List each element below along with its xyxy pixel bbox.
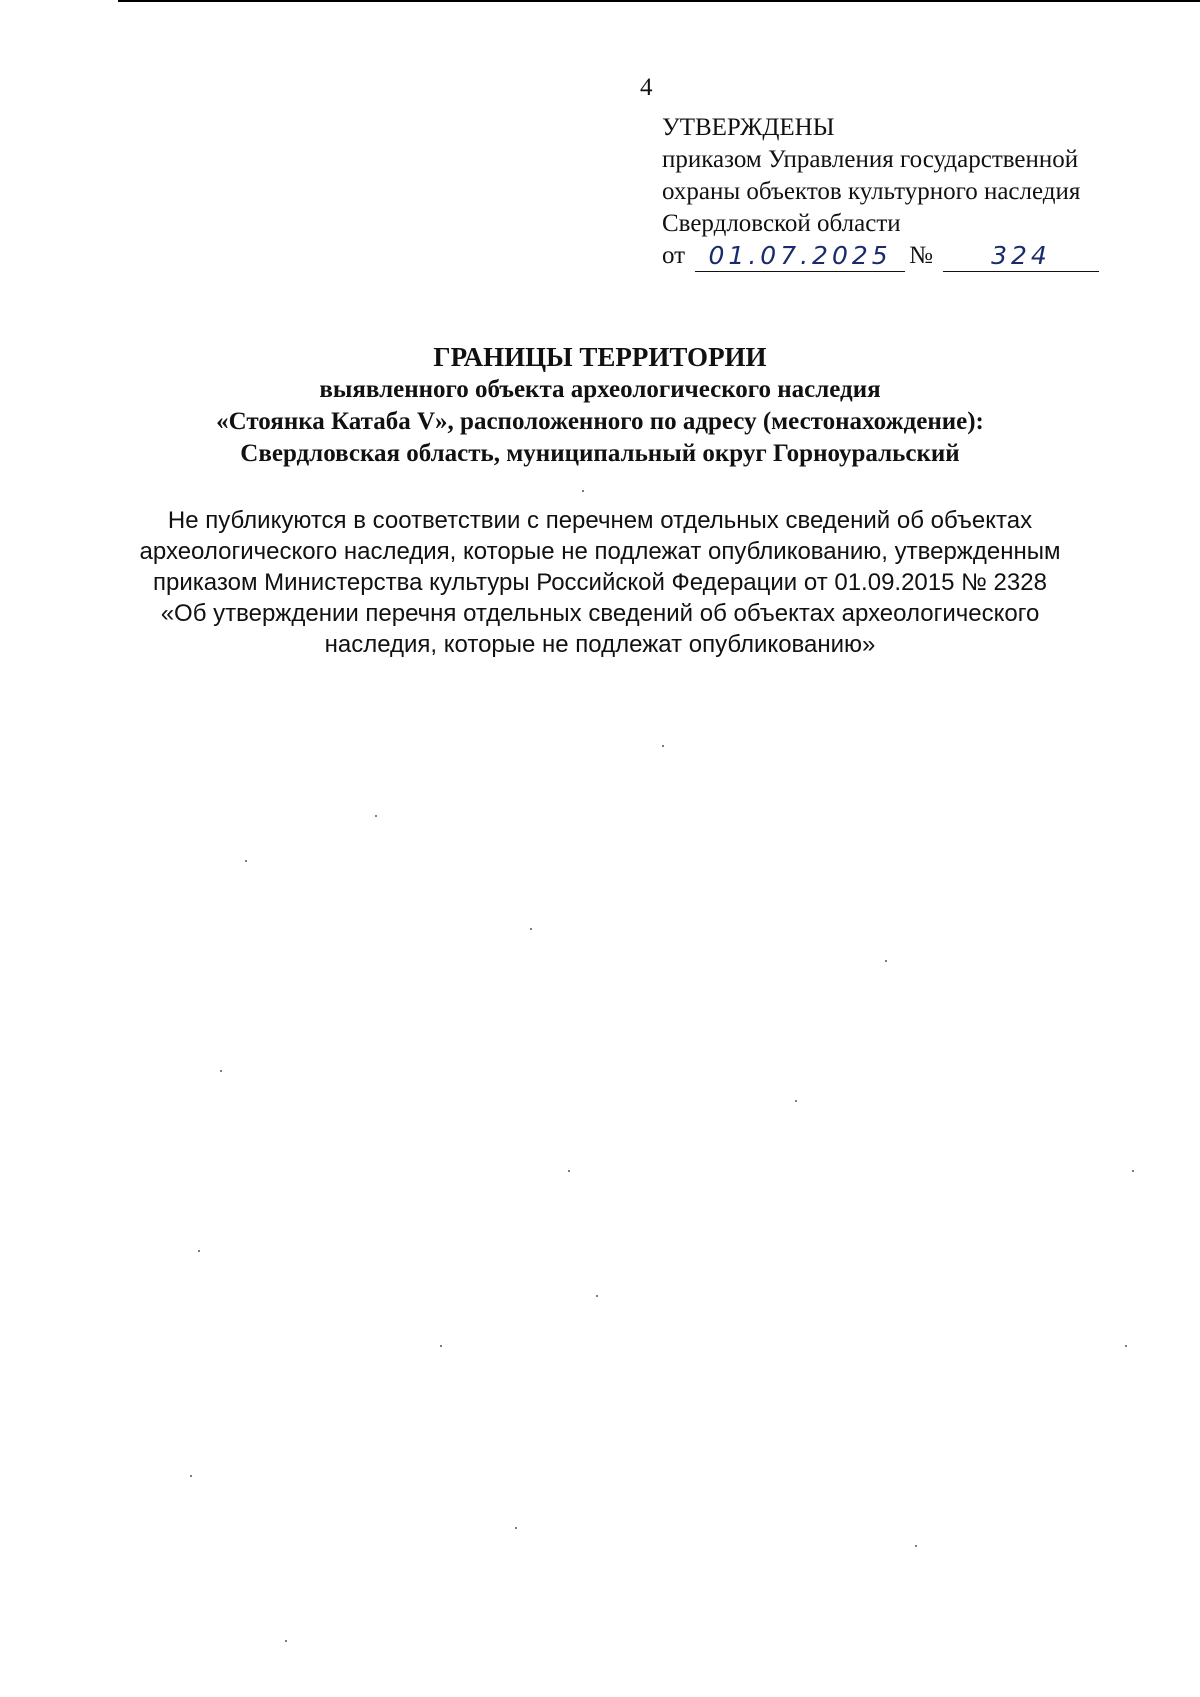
handwritten-date: 01.07.2025 [695, 243, 905, 272]
notice-line: археологического наследия, которые не подлежат опубликованию, утвержденным [139, 538, 1061, 565]
title-line: «Стоянка Катаба V», расположенного по адресу (местонахождение): [216, 408, 984, 435]
scan-speck [885, 960, 887, 962]
scan-speck [1125, 1345, 1127, 1347]
document-title-block [0, 340, 1200, 470]
scan-speck [530, 928, 532, 930]
approval-line: Свердловской области [662, 210, 901, 237]
scan-top-edge [118, 0, 1200, 2]
title-line: выявленного объекта археологического наследия [319, 376, 881, 403]
number-prefix: № [909, 242, 933, 269]
approval-line: приказом Управления государственной [662, 146, 1079, 173]
scan-speck [440, 1345, 442, 1347]
scan-speck [190, 1475, 192, 1477]
approval-stamp-block [662, 112, 1182, 272]
page-number: 4 [640, 74, 653, 101]
order-date-number-row [662, 240, 1182, 272]
title-line: Свердловская область, муниципальный округ Горноуральский [240, 440, 960, 467]
scan-speck [1132, 1170, 1134, 1172]
notice-line: Не публикуются в соответствии с перечнем отдельных сведений об объектах [167, 507, 1033, 534]
notice-line: наследия, которые не подлежат опубликованию» [324, 631, 876, 658]
notice-line: «Об утверждении перечня отдельных сведений об объектах археологического [160, 600, 1040, 627]
handwritten-order-number: 324 [943, 243, 1099, 272]
notice-line: приказом Министерства культуры Российской Федерации от 01.09.2015 № 2328 [153, 569, 1047, 596]
document-title: ГРАНИЦЫ ТЕРРИТОРИИ [433, 342, 767, 372]
scan-speck [582, 490, 584, 492]
scan-speck [596, 1295, 598, 1297]
scan-speck [568, 1170, 570, 1172]
scan-speck [245, 860, 247, 862]
scan-speck [220, 1070, 222, 1072]
scan-speck [915, 1545, 917, 1547]
scan-speck [198, 1250, 200, 1252]
publication-notice [0, 505, 1200, 660]
scan-speck [662, 745, 664, 747]
scan-speck [285, 1640, 287, 1642]
approval-line: охраны объектов культурного наследия [662, 178, 1081, 205]
date-prefix: от [662, 242, 686, 269]
scan-speck [795, 1100, 797, 1102]
scan-speck [515, 1527, 517, 1529]
scan-speck [375, 815, 377, 817]
approval-heading: УТВЕРЖДЕНЫ [662, 114, 835, 141]
